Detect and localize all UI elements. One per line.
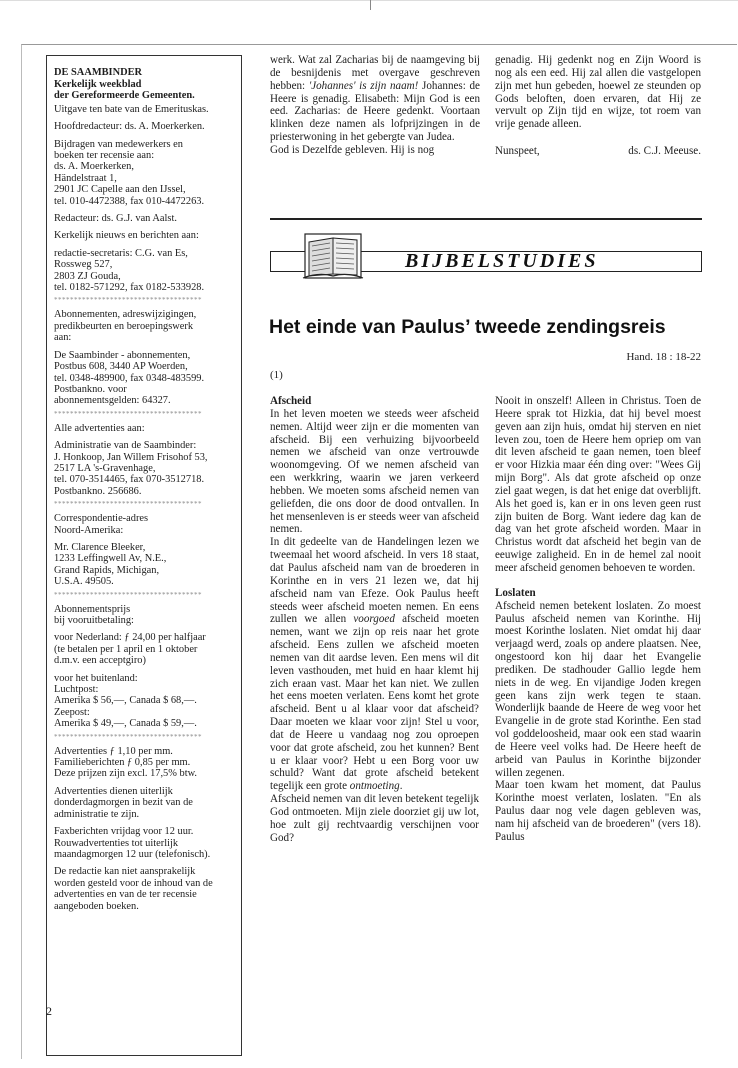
body-paragraph: Afscheid nemen betekent loslaten. Zo moest Paulus afscheid nemen van Korinthe. Hij moest Korinthe loslaten. Niet omdat hij daar verjaagd werd, zoals op andere plaatsen. Nee, ongestoord kon hij daar het Evangelie prediken. De stadhouder Gallio legde hem niets in de weg. En vijandige Joden kregen geen kans zijn werk tegen te staan. Wonderlijk baande de Heere de weg voor het Evangelie in de grote stad Korinthe. Een stad vol goddeloosheid, maar ook een stad waarin de Heere veel volks had. De Heere heeft de arbeid van Paulus in Korinthe bijzonder willen zegenen. bbox=[495, 599, 701, 779]
church-news-heading: Kerkelijk nieuws en berichten aan: bbox=[54, 230, 199, 242]
star-divider: ************************************* bbox=[54, 500, 202, 509]
subheading: Afscheid bbox=[270, 395, 312, 407]
body-paragraph: Maar toen kwam het moment, dat Paulus Korinthe moest verlaten, loslaten. "En als Paulus daar nog vele dagen gebleven was, nam hij afscheid van de broederen" (vers 18). Paulus bbox=[495, 779, 701, 843]
body-paragraph: Afscheid nemen van dit leven betekent tegelijk God ontmoeten. Mijn ziele doorziet gij uw lot, hoe zult gij rechtvaardig verschijnen voor God? bbox=[270, 793, 479, 844]
ads-address: Administratie van de Saambinder: J. Honkoop, Jan Willem Frisohof 53, 2517 LA 's-Gravenhage, tel. 070-3514465, fax 070-3512718. Postbankno. 256686. bbox=[54, 440, 208, 497]
previous-article-column-1 bbox=[270, 54, 480, 157]
signature-author: ds. C.J. Meeuse. bbox=[628, 145, 701, 158]
contributions-address: Bijdragen van medewerkers en boeken ter recensie aan: ds. A. Moerkerken, Händelstraat 1, 2901 JC Capelle aan den IJssel, tel. 010-4472388, fax 010-4472263. bbox=[54, 138, 205, 207]
publisher-note: Uitgave ten bate van de Emerituskas. bbox=[54, 103, 209, 115]
subscriptions-address: De Saambinder - abonnementen, Postbus 608, 3440 AP Woerden, tel. 0348-489900, fax 0348-483599. Postbankno. voor abonnementsgelden: 64327. bbox=[54, 349, 205, 407]
article-column-2 bbox=[495, 395, 701, 844]
ad-deadline: Advertenties dienen uiterlijk donderdagmorgen in bezit van de administratie te zijn. bbox=[54, 785, 193, 820]
colophon-box bbox=[46, 55, 242, 1056]
scripture-reference: Hand. 18 : 18-22 bbox=[626, 351, 701, 363]
subheading: Loslaten bbox=[495, 586, 536, 599]
subscriptions-heading: Abonnementen, adreswijzigingen, predikbeurten en beroepingswerk aan: bbox=[54, 309, 197, 344]
star-divider: ************************************* bbox=[54, 732, 202, 741]
top-border bbox=[0, 0, 738, 7]
price-abroad: voor het buitenland: Luchtpost: Amerika $ 56,—, Canada $ 68,—. Zeepost: Amerika $ 49,—, Canada $ 59,—. bbox=[54, 672, 197, 730]
chief-editor: Hoofdredacteur: ds. A. Moerkerken. bbox=[54, 121, 205, 133]
crop-mark bbox=[370, 0, 371, 10]
price-netherlands: voor Nederland: ƒ 24,00 per halfjaar (te betalen per 1 april en 1 oktober d.m.v. een acceptgiro) bbox=[54, 632, 206, 667]
signature bbox=[495, 145, 701, 158]
open-book-icon bbox=[299, 228, 367, 282]
body-paragraph: In dit gedeelte van de Handelingen lezen we tweemaal het woord afscheid. In vers 18 staat, dat Paulus afscheid nam van de broederen in Korinthe en in vers 21 lezen we, dat hij afscheid nam van Efeze. Ook Paulus heeft steeds weer afscheid moeten nemen. En eens zullen we allen voorgoed afscheid moeten nemen, want we zijn op reis naar het grote afscheid. Eens zullen we afscheid moeten nemen van dit aardse leven. Een mens wil dit leven vasthouden, met huid en haar klemt hij zich eraan vast. Maar het kan niet. We zullen het eens moeten verlaten. Eens komt het grote afscheid. Bent u al klaar voor dat afscheid? Daar moeten we klaar voor zijn! Stel u voor, dat de Heere u vandaag nog zou oproepen voor dat grote afscheid, zou het kunnen? Bent u er klaar voor? Hebt u een Borg voor uw schuld? Want dat grote afscheid betekent tegelijk een grote ontmoeting. bbox=[270, 536, 479, 793]
star-divider: ************************************* bbox=[54, 409, 202, 418]
editor: Redacteur: ds. G.J. van Aalst. bbox=[54, 213, 177, 225]
price-heading: Abonnementsprijs bij vooruitbetaling: bbox=[54, 603, 134, 626]
signature-place: Nunspeet, bbox=[495, 145, 540, 158]
na-heading: Correspondentie-adres Noord-Amerika: bbox=[54, 513, 149, 536]
previous-article-column-2 bbox=[495, 54, 701, 158]
section-title: BIJBELSTUDIES bbox=[405, 250, 599, 272]
article-title: Het einde van Paulus’ tweede zendingsreis bbox=[269, 316, 666, 338]
section-divider bbox=[270, 218, 702, 220]
star-divider: ************************************* bbox=[54, 296, 202, 305]
masthead: DE SAAMBINDER Kerkelijk weekblad der Gereformeerde Gemeenten. bbox=[54, 67, 195, 102]
body-paragraph: In het leven moeten we steeds weer afscheid nemen. Altijd weer zijn er die momenten van afscheid. Bij een verhuizing bijvoorbeeld nemen we afscheid van onze vertrouwde woonomgeving. Of we nemen afscheid van een werkkring, waarin we jaren verkeerd hebben. We moeten soms afscheid nemen van geliefden, die ons door de dood ontvallen. In het mensenleven is er steeds weer van afscheid nemen. bbox=[270, 407, 479, 536]
body-paragraph: Nooit in onszelf! Alleen in Christus. Toen de Heere sprak tot Hizkia, dat hij bevel moest geven aan zijn huis, omdat hij sterven en niet leven zou, toen de Heere hem opriep om van dit leven afscheid te gaan nemen, toen bleef er voor Hizkia maar één ding over: "Wees Gij mijn Borg". Als dat grote afscheid op onze ziel gaat wegen, is dat het enige dat overblijft. Als het goed is, kan er in ons leven geen rust zijn buiten de Borg. Want iedere dag kan de dag van het grote afscheid worden. Maar in Christus wordt dat afscheid het begin van de eeuwige zaligheid. En in de hemel zal nooit meer afscheid genomen behoeven te worden. bbox=[495, 395, 701, 574]
article-column-1 bbox=[270, 395, 479, 845]
ads-heading: Alle advertenties aan: bbox=[54, 422, 145, 434]
body-paragraph: werk. Wat zal Zacharias bij de naamgeving bij de besnijdenis met overgave geschreven hebben: 'Johannes' is zijn naam! Johannes: de Heere is genadig. Elisabeth: Mijn God is een eed. Zacharias: de Heere gedenkt. Voortaan klinken deze namen als lofprijzingen in de priesterwoning in het gebergte van Judea. bbox=[270, 54, 480, 144]
disclaimer: De redactie kan niet aansprakelijk worden gesteld voor de inhoud van de advertenties en van de ter recensie aangeboden boeken. bbox=[54, 866, 213, 912]
page-number: 2 bbox=[46, 1004, 52, 1018]
church-news-address: redactie-secretaris: C.G. van Es, Rossweg 527, 2803 ZJ Gouda, tel. 0182-571292, fax 0182-533928. bbox=[54, 247, 205, 294]
body-paragraph: God is Dezelfde gebleven. Hij is nog bbox=[270, 143, 435, 156]
na-address: Mr. Clarence Bleeker, 1233 Leffingwell Av, N.E., Grand Rapids, Michigan, U.S.A. 49505. bbox=[54, 541, 167, 588]
ad-rates: Advertenties ƒ 1,10 per mm. Familieberichten ƒ 0,85 per mm. Deze prijzen zijn excl. 17,5% btw. bbox=[54, 745, 198, 780]
body-paragraph: genadig. Hij gedenkt nog en Zijn Woord is nog als een eed. Hij zal allen die vastgelopen zijn met hun gebeden, hoewel ze steunden op Gods beloften, doen ervaren, dat Hij ze vervult op Zijn tijd en wijze, tot roem van vrije genade alleen. bbox=[495, 54, 701, 131]
part-number: (1) bbox=[270, 369, 283, 381]
star-divider: ************************************* bbox=[54, 590, 202, 599]
fax-deadline: Faxberichten vrijdag voor 12 uur. Rouwadvertenties tot uiterlijk maandagmorgen 12 uur (telefonisch). bbox=[54, 826, 211, 860]
